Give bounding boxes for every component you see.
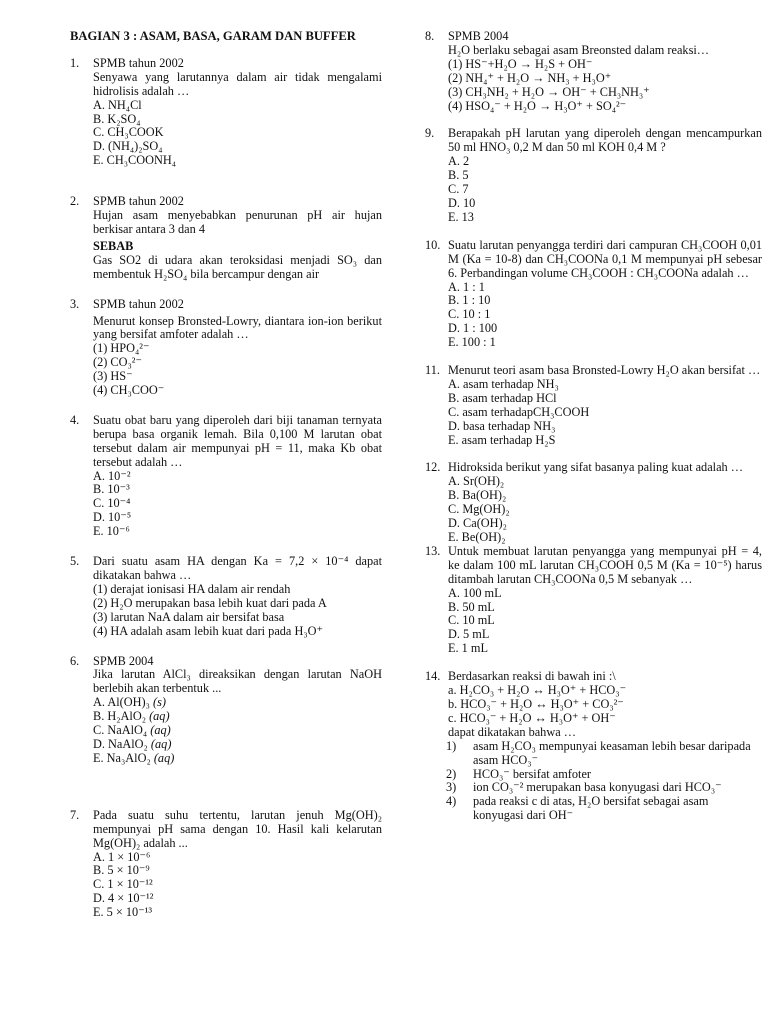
option-text: E. Na₃AlO₂ [93, 750, 151, 765]
options-list [448, 475, 762, 545]
options-list [93, 851, 382, 921]
option: E. 10⁻⁶ [93, 524, 130, 539]
option: B. K₂SO₄ [93, 111, 141, 126]
statement-text: HCO₃⁻ bersifat amfoter [473, 766, 591, 781]
question-9 [425, 127, 762, 224]
option: E. CH₃COONH₄ [93, 153, 177, 168]
option: C. 10 mL [448, 613, 495, 628]
question-stem: Suatu obat baru yang diperoleh dari biji tanaman ternyata berupa basa organik lemah. Bila 0,100 M larutan obat tersebut dalam air mempunyai pH = 11, maka Kb obat tersebut adalah … [93, 412, 382, 469]
question-11 [425, 364, 762, 447]
question-13 [425, 545, 762, 656]
option [93, 738, 382, 752]
question-number: 10. [425, 237, 441, 252]
option: E. 13 [448, 209, 474, 224]
statement-text: pada reaksi c di atas, H₂O bersifat sebagai asam konyugasi dari OH⁻ [473, 794, 709, 823]
question-reason: Gas SO2 di udara akan teroksidasi menjadi SO₃ dan membentuk H₂SO₄ bila bercampur dengan air [93, 252, 382, 281]
question-stem: Menurut konsep Bronsted-Lowry, diantara ion-ion berikut yang bersifat amfoter adalah … [93, 313, 382, 342]
question-stem: Hujan asam menyebabkan penurunan pH air hujan berkisar antara 3 dan 4 [93, 208, 382, 236]
question-number: 3. [70, 296, 80, 311]
statement-number: 3) [446, 780, 457, 795]
option-text: C. NaAlO₄ [93, 723, 148, 738]
phase-label: (aq) [149, 709, 170, 724]
question-number: 4. [70, 412, 80, 427]
option: (2) CO₃²⁻ [93, 355, 142, 370]
statements-list [446, 740, 762, 823]
question-number: 5. [70, 554, 80, 569]
question-number: 11. [425, 363, 440, 378]
option: (4) CH₃COO⁻ [93, 383, 165, 398]
question-number: 8. [425, 29, 435, 43]
question-stem: Jika larutan AlCl₃ direaksikan dengan larutan NaOH berlebih akan terbentuk ... [93, 667, 382, 696]
statement-number: 1) [446, 738, 457, 753]
question-number: 6. [70, 653, 80, 668]
option: E. 5 × 10⁻¹³ [93, 905, 153, 920]
options-list [93, 342, 382, 398]
question-number: 1. [70, 55, 80, 70]
option: C. 10⁻⁴ [93, 496, 131, 511]
question-2 [70, 195, 382, 281]
left-column [70, 30, 382, 920]
statement-number: 4) [446, 794, 457, 809]
options-list [93, 583, 382, 639]
option: D. basa terhadap NH₃ [448, 418, 556, 433]
question-source: SPMB tahun 2002 [93, 55, 184, 70]
phase-label: (s) [152, 695, 166, 710]
option: (1) HPO₄²⁻ [93, 341, 150, 356]
reaction: b. HCO₃⁻ + H₂O ↔ H₃O⁺ + CO₃²⁻ [448, 696, 624, 711]
statement-text: asam H₂CO₃ mempunyai keasaman lebih besar daripada asam HCO₃⁻ [473, 738, 751, 767]
option: A. 1 × 10⁻⁶ [93, 849, 151, 864]
option: (4) HA adalah asam lebih kuat dari pada H₃O⁺ [93, 623, 323, 638]
phase-label: (aq) [153, 750, 175, 765]
option [93, 752, 382, 766]
sebab-label: SEBAB [93, 238, 134, 253]
option: D. 4 × 10⁻¹² [93, 891, 154, 906]
question-number: 13. [425, 543, 441, 558]
option: C. 10 : 1 [448, 307, 491, 322]
question-10 [425, 239, 762, 350]
phase-label: (aq) [150, 736, 172, 751]
option: B. 50 mL [448, 599, 495, 614]
option: E. Be(OH)₂ [448, 530, 506, 544]
question-stem: Dari suatu asam HA dengan Ka = 7,2 × 10⁻⁴ dapat dikatakan bahwa … [93, 554, 382, 582]
option: E. 100 : 1 [448, 335, 496, 350]
question-stem: Menurut teori asam basa Bronsted-Lowry H₂O akan bersifat … [448, 363, 761, 378]
question-stem: H₂O berlaku sebagai asam Breonsted dalam reaksi… [448, 42, 710, 57]
question-source: SPMB 2004 [93, 653, 154, 668]
option: (2) H₂O merupakan basa lebih kuat dari pada A [93, 595, 327, 610]
option: D. 5 mL [448, 627, 490, 642]
option [93, 724, 382, 738]
option: C. CH₃COOK [93, 125, 164, 140]
option: C. Mg(OH)₂ [448, 502, 510, 517]
question-12 [425, 461, 762, 544]
question-lead: dapat dikatakan bahwa … [448, 724, 577, 739]
options-list [448, 587, 762, 657]
page-title: BAGIAN 3 : ASAM, BASA, GARAM DAN BUFFER [70, 29, 356, 43]
option: A. 10⁻² [93, 468, 131, 483]
option [93, 696, 382, 710]
option: (4) HSO₄⁻ + H₂O → H₃O⁺ + SO₄²⁻ [448, 98, 627, 113]
option: (3) larutan NaA dalam air bersifat basa [93, 609, 285, 624]
option-text: D. NaAlO₂ [93, 736, 148, 751]
options-list [448, 155, 762, 225]
option: D. 10 [448, 195, 476, 210]
question-7 [70, 809, 382, 920]
options-list [448, 58, 762, 114]
question-number: 14. [425, 669, 441, 684]
option: E. asam terhadap H₂S [448, 432, 556, 447]
option: A. asam terhadap NH₃ [448, 376, 559, 391]
question-stem: Hidroksida berikut yang sifat basanya paling kuat adalah … [448, 460, 744, 475]
question-number: 2. [70, 194, 80, 209]
option: D. Ca(OH)₂ [448, 516, 507, 531]
options-list [448, 281, 762, 351]
option: D. 10⁻⁵ [93, 510, 132, 525]
option: A. 1 : 1 [448, 279, 485, 294]
right-column [425, 30, 762, 823]
question-source: SPMB tahun 2002 [93, 194, 184, 209]
question-source: SPMB 2004 [448, 29, 509, 43]
question-stem: Pada suatu suhu tertentu, larutan jenuh Mg(OH)₂ mempunyai pH sama dengan 10. Hasil kali kelarutan Mg(OH)₂ adalah ... [93, 807, 382, 850]
option: B. 5 × 10⁻⁹ [93, 863, 150, 878]
option: (2) NH₄⁺ + H₂O → NH₃ + H₃O⁺ [448, 70, 612, 85]
options-list [93, 99, 382, 169]
option: A. Sr(OH)₂ [448, 474, 505, 489]
question-8 [425, 30, 762, 113]
question-3 [70, 298, 382, 398]
option: B. asam terhadap HCl [448, 390, 557, 405]
options-list [448, 378, 762, 448]
option: B. 10⁻³ [93, 482, 130, 497]
question-number: 12. [425, 460, 441, 475]
question-number: 7. [70, 807, 80, 822]
option: (3) HS⁻ [93, 369, 133, 384]
option [93, 710, 382, 724]
question-stem: Untuk membuat larutan penyangga yang mempunyai pH = 4, ke dalam 100 mL larutan CH₃COOH 0,5 M (Ka = 10⁻⁵) harus ditambah larutan CH₃COONa 0,5 M sebanyak … [448, 543, 762, 586]
option: (3) CH₃NH₂ + H₂O → OH⁻ + CH₃NH₃⁺ [448, 84, 650, 99]
options-list [93, 470, 382, 540]
question-6 [70, 655, 382, 766]
question-number: 9. [425, 126, 435, 141]
question-source: SPMB tahun 2002 [93, 296, 184, 311]
statement-text: ion CO₃⁻² merupakan basa konyugasi dari HCO₃⁻ [473, 780, 722, 795]
statement [446, 795, 762, 823]
option: C. 7 [448, 182, 469, 197]
option-text: A. Al(OH)₃ [93, 695, 150, 710]
option: C. 1 × 10⁻¹² [93, 877, 153, 892]
option: D. (NH₄)₂SO₄ [93, 139, 163, 154]
option: (1) derajat ionisasi HA dalam air rendah [93, 581, 291, 596]
statement-number: 2) [446, 766, 457, 781]
question-1 [70, 57, 382, 168]
question-stem: Suatu larutan penyangga terdiri dari campuran CH₃COOH 0,01 M (Ka = 10-8) dan CH₃COONa 0,1 M mempunyai pH sebesar 6. Perbandingan volume CH₃COOH : CH₃COONa adalah … [448, 237, 762, 280]
option: B. 5 [448, 168, 469, 183]
reactions-list [448, 684, 762, 726]
option-text: B. H₂AlO₂ [93, 709, 146, 724]
option: A. 100 mL [448, 585, 502, 600]
statement [446, 740, 762, 768]
statement [446, 768, 762, 782]
reaction: c. HCO₃⁻ + H₂O ↔ H₃O⁺ + OH⁻ [448, 710, 616, 725]
option: A. NH₄Cl [93, 97, 142, 112]
option: B. 1 : 10 [448, 293, 491, 308]
option: E. 1 mL [448, 641, 488, 656]
option: A. 2 [448, 154, 470, 169]
question-14 [425, 670, 762, 823]
option: D. 1 : 100 [448, 321, 498, 336]
options-list [93, 696, 382, 766]
option: C. asam terhadapCH₃COOH [448, 404, 590, 419]
option: (1) HS⁻+H₂O → H₂S + OH⁻ [448, 56, 593, 71]
phase-label: (aq) [150, 723, 171, 738]
question-5 [70, 555, 382, 638]
question-stem: Senyawa yang larutannya dalam air tidak mengalami hidrolisis adalah … [93, 69, 382, 98]
statement [446, 781, 762, 795]
reaction: a. H₂CO₃ + H₂O ↔ H₃O⁺ + HCO₃⁻ [448, 683, 627, 698]
question-stem: Berdasarkan reaksi di bawah ini :\ [448, 669, 616, 684]
question-stem: Berapakah pH larutan yang diperoleh dengan mencampurkan 50 ml HNO₃ 0,2 M dan 50 ml KOH 0,4 M ? [448, 126, 762, 155]
option: B. Ba(OH)₂ [448, 488, 507, 503]
question-4 [70, 414, 382, 539]
